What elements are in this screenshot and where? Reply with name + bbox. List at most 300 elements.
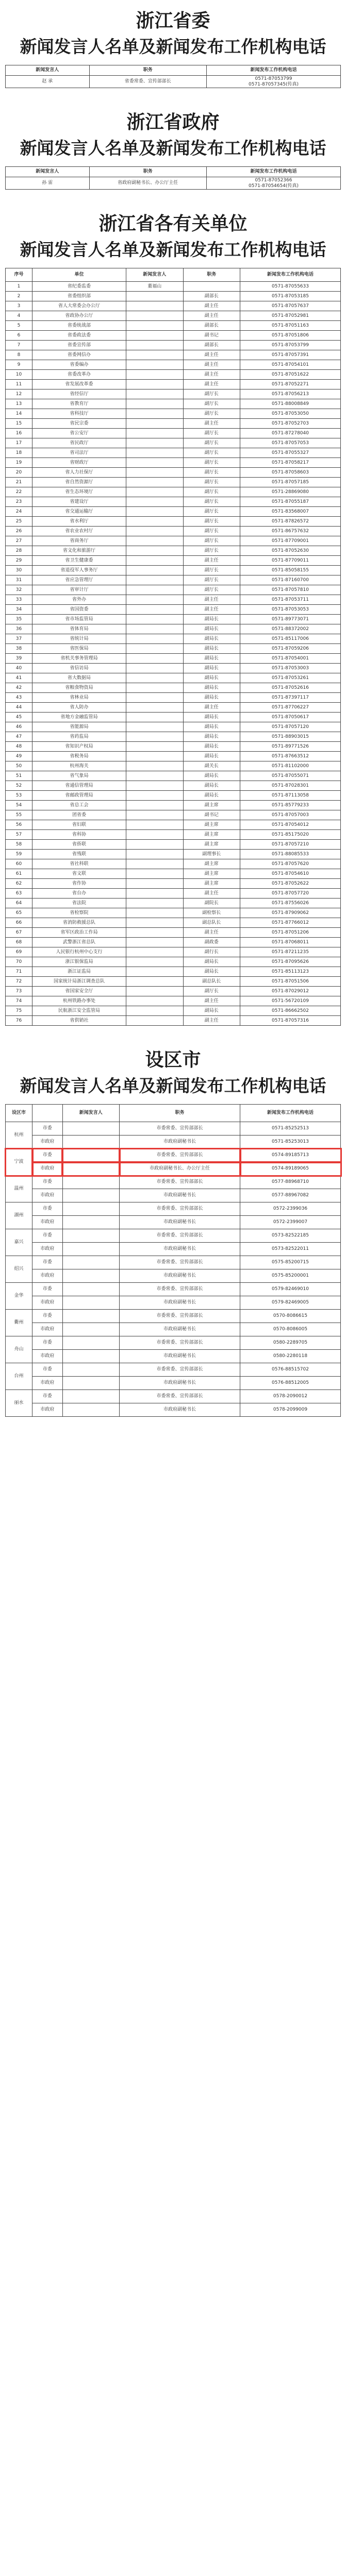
unit-unit-cell: 省消防救援总队 — [32, 918, 126, 928]
unit-no-cell: 71 — [6, 967, 32, 977]
table-row — [6, 1136, 341, 1149]
unit-role-cell: 副厅长 — [183, 409, 240, 419]
city-phone-cell: 0576-88512005 — [240, 1377, 341, 1390]
unit-role-cell: 副主任 — [183, 605, 240, 615]
unit-unit-cell: 省建设厅 — [32, 497, 126, 507]
city-phone-cell: 0571-85253013 — [240, 1136, 341, 1149]
unit-phone-cell: 0571-87057720 — [240, 889, 341, 899]
unit-name-cell — [126, 301, 184, 311]
unit-role-cell: 副局长 — [183, 624, 240, 634]
unit-phone-cell: 0571-87211235 — [240, 947, 341, 957]
unit-role-cell: 副局长 — [183, 752, 240, 761]
table-row — [6, 693, 341, 703]
table-row — [6, 987, 341, 996]
unit-no-cell: 57 — [6, 830, 32, 840]
city-kind-cell: 市政府 — [32, 1350, 63, 1363]
unit-unit-cell: 省粮食物资局 — [32, 683, 126, 693]
unit-name-cell — [126, 928, 184, 938]
city-cell: 衢州 — [6, 1310, 32, 1336]
section-title-committee: 浙江省委 — [136, 10, 210, 31]
city-kind-cell: 市政府 — [32, 1269, 63, 1283]
unit-phone-cell: 0571-87028301 — [240, 781, 341, 791]
city-name-cell — [62, 1350, 120, 1363]
unit-no-cell: 37 — [6, 634, 32, 644]
unit-name-cell — [126, 546, 184, 556]
city-kind-cell: 市委 — [32, 1149, 63, 1162]
unit-name-cell — [126, 664, 184, 673]
table-row — [6, 380, 341, 389]
city-name-cell — [62, 1390, 120, 1403]
unit-role-cell: 副厅长 — [183, 468, 240, 478]
table-row — [6, 1243, 341, 1256]
unit-no-cell: 52 — [6, 781, 32, 791]
table-row — [6, 546, 341, 556]
unit-role-cell: 副主席 — [183, 801, 240, 810]
unit-no-cell: 14 — [6, 409, 32, 419]
city-kind-cell: 市政府 — [32, 1136, 63, 1149]
unit-no-cell: 33 — [6, 595, 32, 605]
table-row — [6, 311, 341, 321]
table-row — [6, 752, 341, 761]
unit-name-cell — [126, 791, 184, 801]
unit-unit-cell: 省政协办公厅 — [32, 311, 126, 321]
unit-role-cell: 副主任 — [183, 301, 240, 311]
city-cell: 温州 — [6, 1176, 32, 1202]
unit-unit-cell: 省外办 — [32, 595, 126, 605]
table-row — [6, 1403, 341, 1417]
unit-unit-cell: 浙江银保监局 — [32, 957, 126, 967]
table-row — [6, 908, 341, 918]
unit-role-cell: 副主席 — [183, 869, 240, 879]
unit-no-cell: 42 — [6, 683, 32, 693]
header-cell: 单位 — [32, 268, 126, 282]
unit-no-cell: 51 — [6, 771, 32, 781]
unit-unit-cell: 省科技厅 — [32, 409, 126, 419]
unit-name-cell — [126, 1016, 184, 1026]
unit-role-cell: 副主任 — [183, 556, 240, 566]
table-row — [6, 1229, 341, 1243]
unit-role-cell: 副局长 — [183, 634, 240, 644]
city-name-cell — [62, 1363, 120, 1377]
table-row — [6, 1350, 341, 1363]
unit-role-cell: 副主任 — [183, 996, 240, 1006]
unit-name-cell — [126, 292, 184, 301]
unit-role-cell: 副院长 — [183, 899, 240, 908]
unit-phone-cell: 0571-88372002 — [240, 624, 341, 634]
header-cell: 新闻发布工作机构电话 — [240, 1105, 341, 1122]
unit-unit-cell: 省科协 — [32, 830, 126, 840]
city-name-cell — [62, 1176, 120, 1189]
committee-table — [5, 65, 341, 88]
city-phone-cell: 0577-88968710 — [240, 1176, 341, 1189]
unit-no-cell: 67 — [6, 928, 32, 938]
unit-unit-cell: 省台办 — [32, 889, 126, 899]
unit-unit-cell: 省人力社保厅 — [32, 468, 126, 478]
government-table — [5, 166, 341, 190]
unit-name-cell — [126, 801, 184, 810]
unit-role-cell: 副局长 — [183, 615, 240, 624]
unit-no-cell: 3 — [6, 301, 32, 311]
unit-unit-cell: 省林业局 — [32, 693, 126, 703]
city-phone-cell: 0572-2399036 — [240, 1202, 341, 1216]
unit-name-cell — [126, 507, 184, 517]
unit-unit-cell: 省国资委 — [32, 605, 126, 615]
unit-phone-cell: 0571-85113123 — [240, 967, 341, 977]
unit-phone-cell: 0571-86757632 — [240, 527, 341, 536]
unit-role-cell: 副主席 — [183, 859, 240, 869]
unit-phone-cell: 0571-87053053 — [240, 605, 341, 615]
table-row — [6, 664, 341, 673]
unit-name-cell — [126, 752, 184, 761]
table-row — [6, 429, 341, 438]
unit-phone-cell: 0571-87054001 — [240, 654, 341, 664]
unit-no-cell: 73 — [6, 987, 32, 996]
unit-role-cell: 副局长 — [183, 732, 240, 742]
unit-name-cell — [126, 419, 184, 429]
city-name-cell — [62, 1162, 120, 1176]
unit-role-cell: 副检察长 — [183, 908, 240, 918]
unit-no-cell: 31 — [6, 575, 32, 585]
table-row — [6, 566, 341, 575]
unit-no-cell: 58 — [6, 840, 32, 850]
table-row — [6, 850, 341, 859]
unit-name-cell — [126, 889, 184, 899]
unit-phone-cell: 0571-87909062 — [240, 908, 341, 918]
unit-no-cell: 26 — [6, 527, 32, 536]
table-row — [6, 468, 341, 478]
unit-phone-cell: 0571-85779233 — [240, 801, 341, 810]
city-kind-cell: 市委 — [32, 1336, 63, 1350]
unit-no-cell: 60 — [6, 859, 32, 869]
unit-phone-cell: 0571-88903015 — [240, 732, 341, 742]
unit-role-cell: 副主任 — [183, 889, 240, 899]
unit-phone-cell: 0571-87053711 — [240, 595, 341, 605]
unit-phone-cell: 0571-87055633 — [240, 282, 341, 292]
unit-name-cell — [126, 575, 184, 585]
table-row — [6, 673, 341, 683]
header-cell: 职务 — [89, 65, 207, 76]
table-row — [6, 350, 341, 360]
city-phone-cell: 0576-88515702 — [240, 1363, 341, 1377]
unit-phone-cell: 0571-87278040 — [240, 429, 341, 438]
table-row — [6, 761, 341, 771]
unit-role-cell: 副书记 — [183, 331, 240, 341]
unit-no-cell: 8 — [6, 350, 32, 360]
unit-unit-cell: 省社科联 — [32, 859, 126, 869]
unit-unit-cell: 省知识产权局 — [32, 742, 126, 752]
table-row — [6, 605, 341, 615]
table-row — [6, 409, 341, 419]
table-row — [6, 507, 341, 517]
unit-name-cell — [126, 399, 184, 409]
unit-name-cell — [126, 820, 184, 830]
unit-role-cell: 副总队长 — [183, 918, 240, 928]
unit-name-cell — [126, 673, 184, 683]
unit-role-cell: 副主任 — [183, 380, 240, 389]
unit-role-cell: 副厅长 — [183, 507, 240, 517]
unit-role-cell: 副局长 — [183, 693, 240, 703]
unit-unit-cell: 杭州海关 — [32, 761, 126, 771]
city-role-cell: 市委常委、宣传部部长 — [120, 1256, 240, 1269]
unit-phone-cell: 0571-87057637 — [240, 301, 341, 311]
unit-phone-cell: 0571-87058603 — [240, 468, 341, 478]
unit-no-cell: 74 — [6, 996, 32, 1006]
table-row — [6, 840, 341, 850]
city-kind-cell: 市政府 — [32, 1323, 63, 1336]
unit-phone-cell: 0571-87057003 — [240, 810, 341, 820]
unit-role-cell: 副局长 — [183, 967, 240, 977]
table-row — [6, 722, 341, 732]
unit-unit-cell: 省财政厅 — [32, 458, 126, 468]
city-phone-cell: 0573-82522185 — [240, 1229, 341, 1243]
unit-phone-cell: 0571-87052630 — [240, 546, 341, 556]
unit-unit-cell: 省委组织部 — [32, 292, 126, 301]
unit-phone-cell: 0571-87057620 — [240, 859, 341, 869]
spokesperson-role: 省政府副秘书长、办公厅主任 — [89, 177, 207, 190]
table-row — [6, 810, 341, 820]
section-title-cities: 设区市 — [145, 1049, 201, 1071]
table-row — [6, 742, 341, 752]
unit-unit-cell: 省委统战部 — [32, 321, 126, 331]
unit-phone-cell: 0571-87052622 — [240, 879, 341, 889]
unit-no-cell: 22 — [6, 487, 32, 497]
table-row — [6, 889, 341, 899]
table-row — [6, 1363, 341, 1377]
unit-unit-cell: 省大数据局 — [32, 673, 126, 683]
table-row — [6, 801, 341, 810]
unit-unit-cell: 省委编办 — [32, 360, 126, 370]
unit-name-cell — [126, 761, 184, 771]
unit-no-cell: 63 — [6, 889, 32, 899]
unit-role-cell: 副书记 — [183, 810, 240, 820]
city-name-cell — [62, 1202, 120, 1216]
unit-no-cell: 59 — [6, 850, 32, 859]
city-name-cell — [62, 1296, 120, 1310]
unit-role-cell: 副主任 — [183, 311, 240, 321]
unit-role-cell: 副厅长 — [183, 399, 240, 409]
unit-role-cell: 副厅长 — [183, 429, 240, 438]
header-cell: 设区市 — [6, 1105, 32, 1122]
unit-phone-cell: 0571-87051806 — [240, 331, 341, 341]
unit-phone-cell: 0571-87766012 — [240, 918, 341, 928]
table-row — [6, 282, 341, 292]
unit-role-cell: 副厅长 — [183, 527, 240, 536]
city-role-cell: 市委常委、宣传部部长 — [120, 1310, 240, 1323]
table-row — [6, 536, 341, 546]
table-row — [6, 1256, 341, 1269]
unit-role-cell: 副局长 — [183, 673, 240, 683]
unit-unit-cell: 省总工会 — [32, 801, 126, 810]
unit-name-cell — [126, 595, 184, 605]
unit-unit-cell: 省妇联 — [32, 820, 126, 830]
table-row — [6, 448, 341, 458]
city-kind-cell: 市委 — [32, 1283, 63, 1296]
unit-role-cell: 副局长 — [183, 683, 240, 693]
unit-unit-cell: 省侨联 — [32, 840, 126, 850]
unit-name-cell — [126, 409, 184, 419]
unit-name-cell — [126, 536, 184, 546]
city-phone-cell: 0580-2280118 — [240, 1350, 341, 1363]
table-row — [6, 517, 341, 527]
unit-phone-cell: 0571-86662502 — [240, 1006, 341, 1016]
unit-unit-cell: 省委网信办 — [32, 350, 126, 360]
unit-name-cell — [126, 899, 184, 908]
table-row — [6, 791, 341, 801]
city-role-cell: 市政府副秘书长、办公厅主任 — [120, 1162, 240, 1176]
city-cell: 杭州 — [6, 1122, 32, 1149]
header-cell: 新闻发布工作机构电话 — [207, 167, 341, 177]
table-row — [6, 1149, 341, 1162]
unit-name-cell — [126, 331, 184, 341]
unit-role-cell: 副部长 — [183, 341, 240, 350]
table-row — [6, 1202, 341, 1216]
table-row — [6, 1122, 341, 1136]
unit-role-cell: 副部长 — [183, 292, 240, 301]
table-row — [6, 1269, 341, 1283]
unit-no-cell: 23 — [6, 497, 32, 507]
table-row — [6, 624, 341, 634]
unit-unit-cell: 省气象局 — [32, 771, 126, 781]
city-phone-cell: 0575-85200001 — [240, 1269, 341, 1283]
unit-name-cell — [126, 624, 184, 634]
unit-unit-cell: 省教育厅 — [32, 399, 126, 409]
unit-unit-cell: 省民政厅 — [32, 438, 126, 448]
unit-phone-cell: 0571-87054610 — [240, 869, 341, 879]
table-row — [6, 458, 341, 468]
table-row — [6, 1283, 341, 1296]
unit-name-cell — [126, 713, 184, 722]
unit-name-cell — [126, 722, 184, 732]
unit-role-cell: 副主席 — [183, 840, 240, 850]
city-phone-cell: 0570-8086615 — [240, 1310, 341, 1323]
unit-name-cell — [126, 947, 184, 957]
unit-no-cell: 10 — [6, 370, 32, 380]
unit-name-cell — [126, 850, 184, 859]
city-phone-cell: 0580-2289705 — [240, 1336, 341, 1350]
unit-no-cell: 54 — [6, 801, 32, 810]
spokesperson-role: 省委常委、宣传部部长 — [89, 76, 207, 88]
city-role-cell: 市政府副秘书长 — [120, 1136, 240, 1149]
unit-name-cell — [126, 634, 184, 644]
unit-role-cell: 副局长 — [183, 644, 240, 654]
unit-unit-cell: 省委宣传部 — [32, 341, 126, 350]
table-row — [6, 859, 341, 869]
table-row — [6, 1216, 341, 1229]
unit-unit-cell: 浙江证监局 — [32, 967, 126, 977]
unit-no-cell: 38 — [6, 644, 32, 654]
unit-unit-cell: 省检察院 — [32, 908, 126, 918]
city-kind-cell: 市委 — [32, 1176, 63, 1189]
unit-name-cell — [126, 566, 184, 575]
unit-no-cell: 5 — [6, 321, 32, 331]
unit-no-cell: 35 — [6, 615, 32, 624]
city-name-cell — [62, 1403, 120, 1417]
table-row — [6, 703, 341, 713]
table-row — [6, 615, 341, 624]
unit-no-cell: 20 — [6, 468, 32, 478]
table-row — [6, 478, 341, 487]
unit-unit-cell: 省通信管理局 — [32, 781, 126, 791]
unit-phone-cell: 0571-87052616 — [240, 683, 341, 693]
unit-phone-cell: 0571-88085533 — [240, 850, 341, 859]
unit-unit-cell: 省军区政治工作局 — [32, 928, 126, 938]
units-table — [5, 268, 341, 1026]
table-row — [6, 830, 341, 840]
unit-name-cell — [126, 908, 184, 918]
unit-role-cell: 副主任 — [183, 350, 240, 360]
city-phone-cell: 0578-2090012 — [240, 1390, 341, 1403]
city-phone-cell: 0577-88967082 — [240, 1189, 341, 1202]
unit-unit-cell: 省商务厅 — [32, 536, 126, 546]
unit-unit-cell: 省人大常委会办公厅 — [32, 301, 126, 311]
unit-phone-cell: 0571-87057810 — [240, 585, 341, 595]
unit-unit-cell: 省纪委监委 — [32, 282, 126, 292]
unit-no-cell: 40 — [6, 664, 32, 673]
unit-name-cell — [126, 654, 184, 664]
table-row — [6, 928, 341, 938]
header-cell: 职务 — [120, 1105, 240, 1122]
city-role-cell: 市委常委、宣传部部长 — [120, 1122, 240, 1136]
table-row — [6, 1296, 341, 1310]
city-cell: 舟山 — [6, 1336, 32, 1363]
city-role-cell: 市政府副秘书长 — [120, 1323, 240, 1336]
table-row — [6, 321, 341, 331]
unit-unit-cell: 省水利厅 — [32, 517, 126, 527]
unit-no-cell: 18 — [6, 448, 32, 458]
unit-phone-cell: 0571-87053261 — [240, 673, 341, 683]
city-kind-cell: 市政府 — [32, 1403, 63, 1417]
unit-phone-cell: 0571-89773071 — [240, 615, 341, 624]
unit-name-cell — [126, 810, 184, 820]
unit-name-cell — [126, 967, 184, 977]
unit-phone-cell: 0571-87057120 — [240, 722, 341, 732]
unit-phone-cell: 0571-87706227 — [240, 703, 341, 713]
unit-phone-cell: 0571-87051163 — [240, 321, 341, 331]
unit-name-cell — [126, 830, 184, 840]
unit-phone-cell: 0571-83568007 — [240, 507, 341, 517]
unit-phone-cell: 0571-87709001 — [240, 536, 341, 546]
table-row — [6, 869, 341, 879]
unit-role-cell: 副局长 — [183, 654, 240, 664]
unit-no-cell: 64 — [6, 899, 32, 908]
unit-role-cell: 副政委 — [183, 938, 240, 947]
unit-no-cell: 69 — [6, 947, 32, 957]
unit-unit-cell: 省作协 — [32, 879, 126, 889]
unit-unit-cell: 人民银行杭州中心支行 — [32, 947, 126, 957]
unit-phone-cell: 0571-87556026 — [240, 899, 341, 908]
city-role-cell: 市政府副秘书长 — [120, 1243, 240, 1256]
city-kind-cell: 市政府 — [32, 1296, 63, 1310]
unit-phone-cell: 0571-87058217 — [240, 458, 341, 468]
table-row — [6, 595, 341, 605]
table-row — [6, 947, 341, 957]
unit-unit-cell: 省委改革办 — [32, 370, 126, 380]
unit-unit-cell: 省公安厅 — [32, 429, 126, 438]
unit-role-cell: 副主任 — [183, 1016, 240, 1026]
unit-role-cell: 副行长 — [183, 947, 240, 957]
unit-no-cell: 19 — [6, 458, 32, 468]
header-cell: 新闻发言人 — [126, 268, 184, 282]
city-name-cell — [62, 1377, 120, 1390]
table-row — [6, 438, 341, 448]
unit-phone-cell: 0571-85117006 — [240, 634, 341, 644]
unit-name-cell — [126, 556, 184, 566]
unit-role-cell: 副局长 — [183, 957, 240, 967]
unit-no-cell: 6 — [6, 331, 32, 341]
unit-name-cell — [126, 458, 184, 468]
table-row — [6, 938, 341, 947]
table-row — [6, 370, 341, 380]
